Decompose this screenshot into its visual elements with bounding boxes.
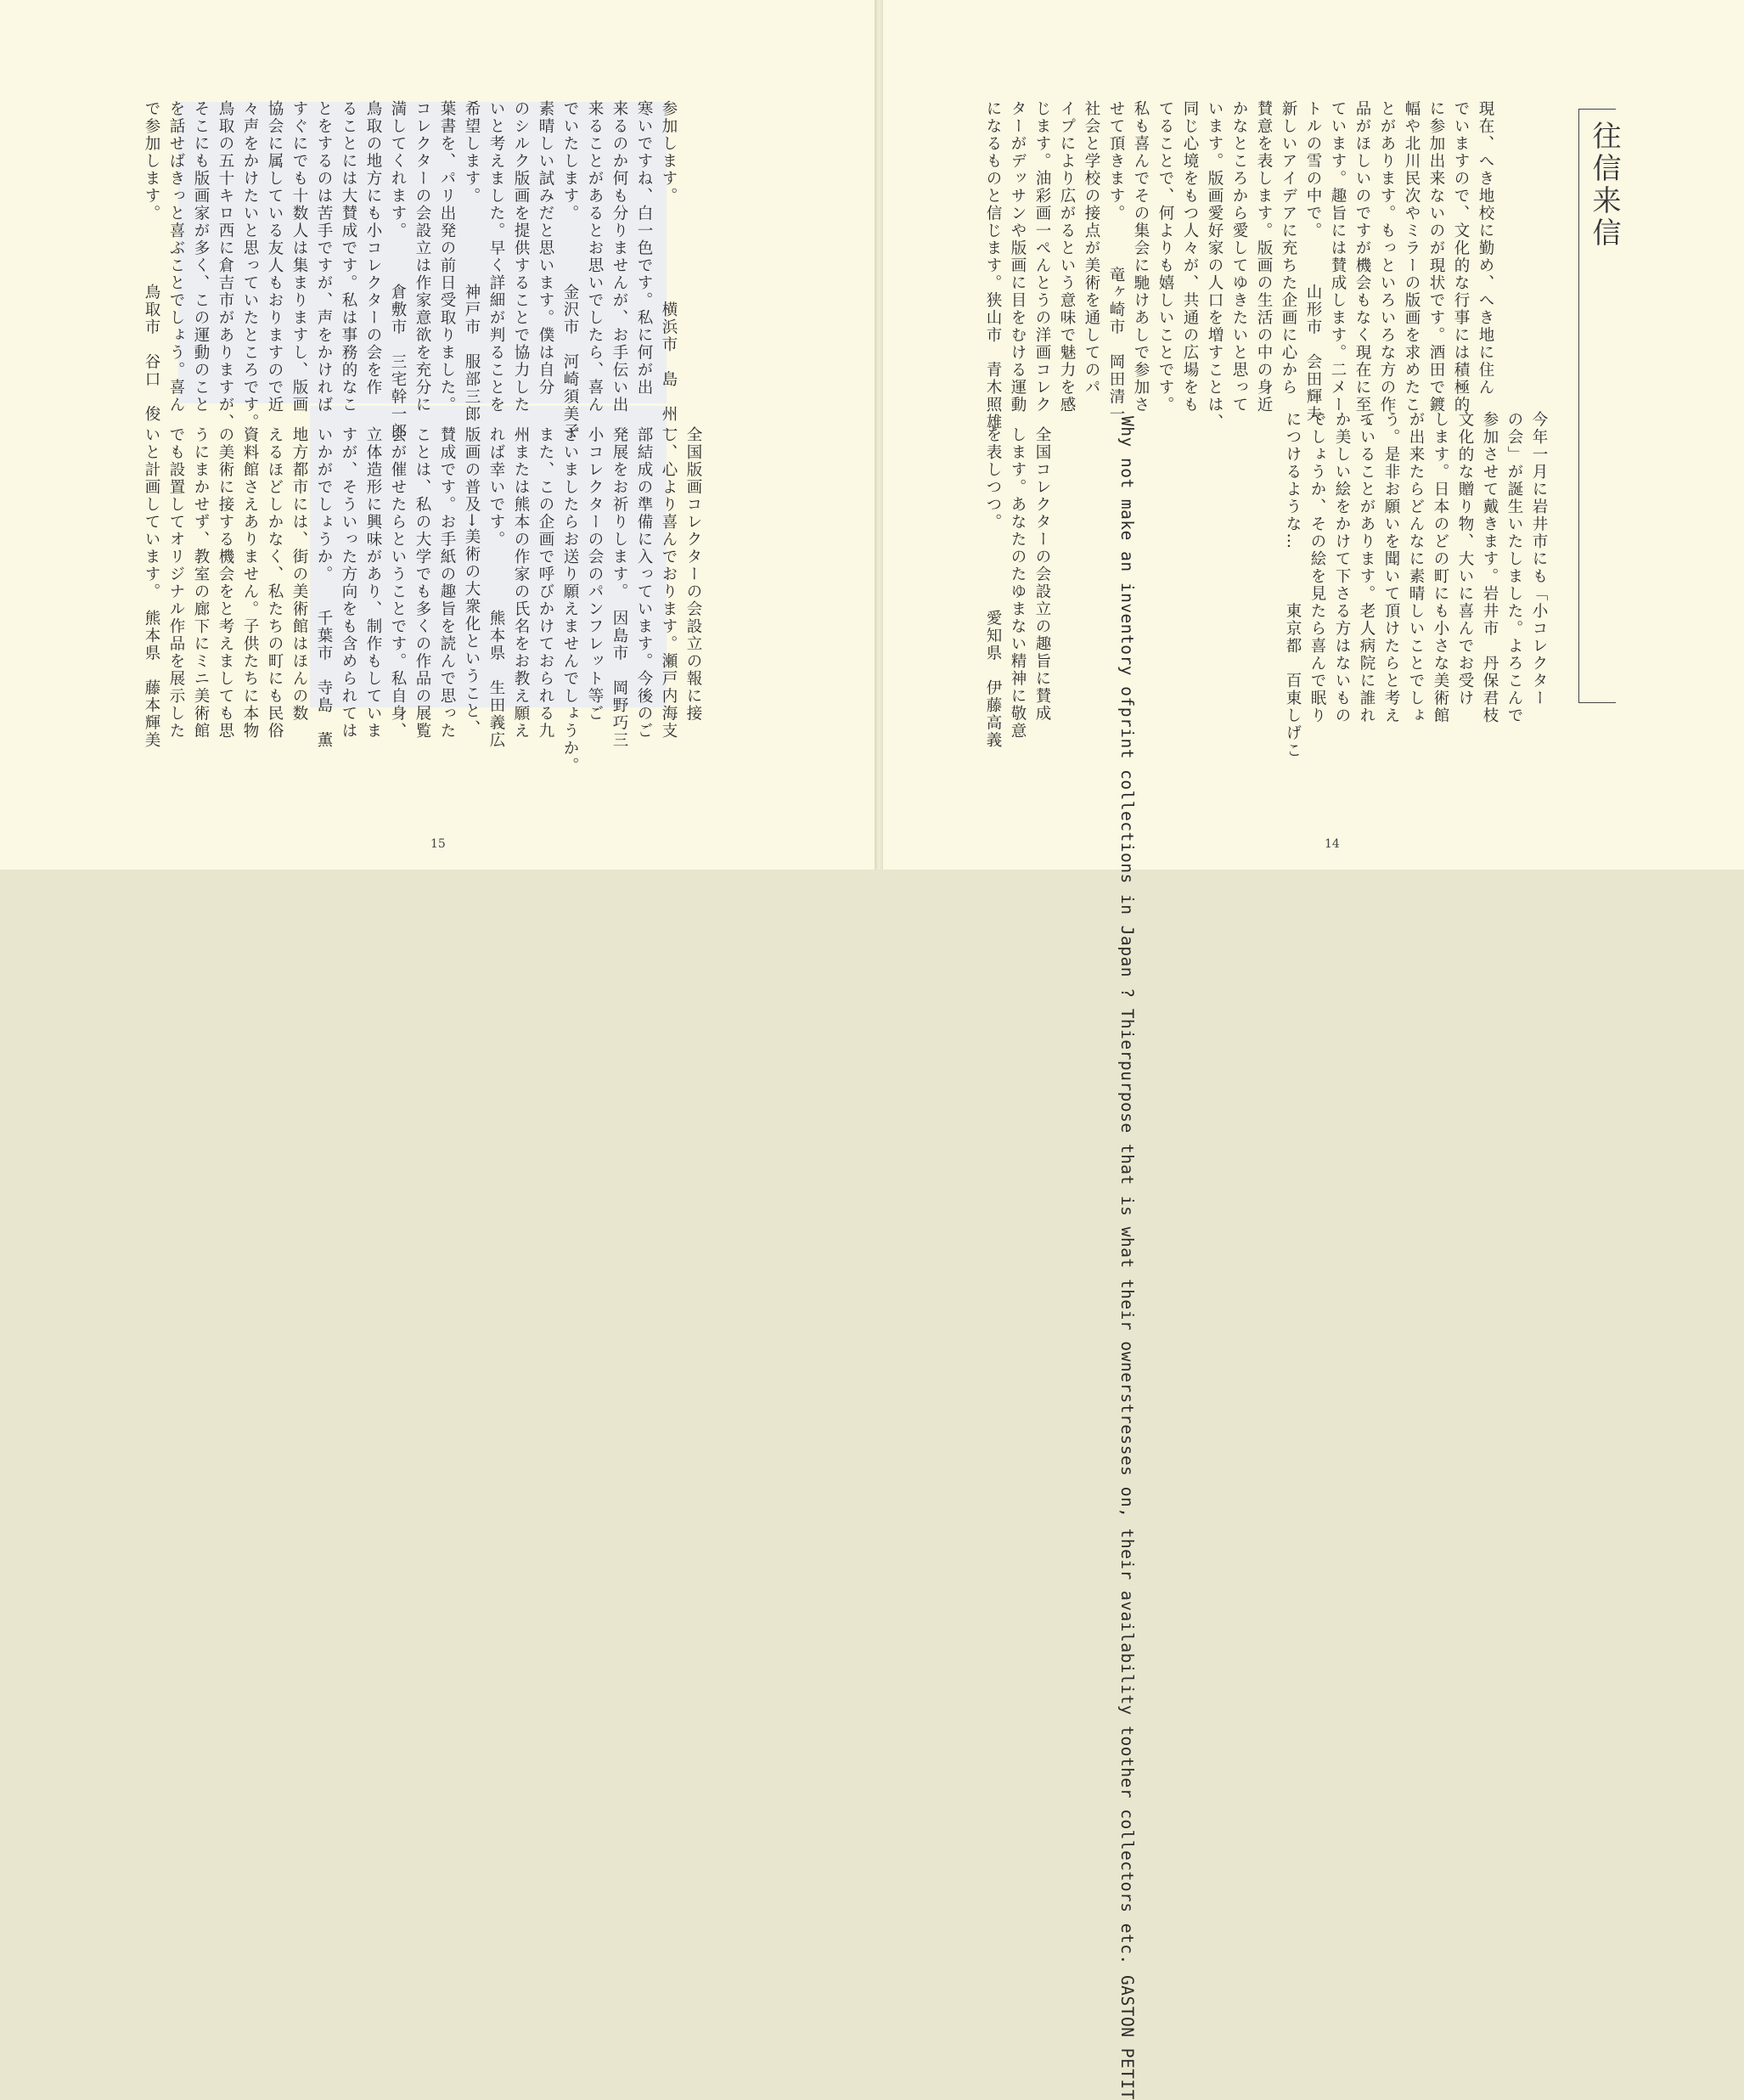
text-line: 品がほしいのですが機会もなく現在に至っ	[1353, 100, 1371, 431]
text-line: になるものと信じます。狭山市 青木照雄	[984, 100, 1002, 431]
text-line: 州または熊本の作家の氏名をお教え願え	[512, 426, 530, 740]
text-line: 素晴しい試みだと思います。僕は自分	[537, 100, 554, 397]
text-line: てることで、何よりも嬉しいことです。	[1156, 100, 1174, 414]
text-line: ざいましたらお送り願えませんでしょうか。	[561, 426, 579, 774]
right-page-upper-column	[981, 100, 1498, 431]
section-title: 往信来信	[1587, 121, 1621, 250]
text-line: 新しいアイデアに充ちた企画に心から	[1280, 100, 1297, 397]
text-line: 満してくれます。 倉敷市 三宅幹一郎	[389, 100, 407, 441]
text-line: 賛成です。お手紙の趣旨を読んで思った	[438, 426, 456, 740]
text-line: の会」が誕生いたしました。よろこんで	[1505, 411, 1523, 724]
text-line: 賛意を表します。版画の生活の中の身近	[1255, 100, 1273, 414]
left-page-lower-column	[139, 426, 706, 774]
text-line: 地方都市には、街の美術館はほんの数	[290, 426, 308, 723]
text-line: イプにより広がるという意味で魅力を感	[1058, 100, 1076, 414]
text-line: 参加します。 横浜市 島 州一	[660, 100, 678, 441]
text-line: 今年一月に岩井市にも「小コレクター	[1530, 411, 1548, 707]
text-line: 社会と学校の接点が美術を通してのパ	[1083, 100, 1100, 397]
text-line: 部結成の準備に入っています。今後のご	[635, 426, 653, 740]
text-line: 鳥取の五十キロ西に倉吉市がありますが、	[217, 100, 234, 431]
text-line: のシルク版画を提供することで協力した	[512, 100, 530, 414]
text-line: でしょうか、その絵を見たら喜んで眠り	[1308, 411, 1326, 724]
text-line: とをするのは苦手ですが、声をかければ	[315, 100, 333, 414]
text-line: でいたします。 金沢市 河崎須美子	[561, 100, 579, 441]
text-line: コレクターの会設立は作家意欲を充分に	[413, 100, 431, 414]
text-line: を話せばきっと喜ぶことでしょう。喜ん	[167, 100, 185, 414]
text-line: 協会に属している友人もおりますので近	[266, 100, 284, 414]
text-line: 同じ心境をもつ人々が、共通の広場をも	[1181, 100, 1199, 414]
text-line: せて頂きます。 竜ヶ崎市 岡田清一	[1107, 100, 1125, 424]
text-line: ています。趣旨には賛成します。二メー	[1329, 100, 1347, 414]
text-line: 発展をお祈りします。 因島市 岡野巧三	[610, 426, 628, 750]
text-line: か美しい絵をかけて下さる方はないもの	[1333, 411, 1351, 724]
text-line: の美術に接する機会をと考えましても思	[217, 426, 234, 740]
text-line: でも設置してオリジナル作品を展示した	[167, 426, 185, 740]
text-line: purpose that is what their owner	[1117, 1060, 1137, 1393]
text-line: かなところから愛してゆきたいと思って	[1230, 100, 1248, 414]
text-line: 々声をかけたいと思っていたところです。	[241, 100, 259, 431]
right-page-bottom-column	[981, 426, 1055, 749]
english-letter-text	[1114, 416, 1140, 2100]
page-number-left: 15	[430, 837, 446, 851]
left-page	[0, 0, 876, 870]
text-line: ターがデッサンや版画に目をむける運動	[1009, 100, 1027, 414]
text-line: 来るのか何も分りませんが、お手伝い出	[610, 100, 628, 414]
text-line: 来ることがあるとお思いでしたら、喜ん	[586, 100, 604, 414]
text-line: で参加します。 鳥取市 谷口 俊	[143, 100, 160, 424]
right-page-lower-column	[1280, 411, 1551, 759]
text-line: ていることがあります。老人病院に誰れ	[1358, 411, 1376, 724]
text-line: 私も喜んでその集会に馳けあしで参加さ	[1132, 100, 1150, 414]
text-line: します。あなたのたゆまない精神に敬意	[1009, 426, 1027, 740]
text-line: 鳥取の地方にも小コレクターの会を作	[364, 100, 382, 397]
text-line: 現在、へき地校に勤め、へき地に住ん	[1477, 100, 1494, 397]
text-line: 資料館さえありません。子供たちに本物	[241, 426, 259, 740]
left-page-upper-column	[139, 100, 681, 441]
text-line: し、心より喜んでおります。瀬戸内海支	[660, 426, 678, 740]
text-line: う。是非お願いを聞いて頂けたらと考え	[1382, 411, 1400, 724]
text-line: 参加させて戴きます。岩井市 丹保君枝	[1481, 411, 1499, 724]
text-line: につけるような… 東京都 百東しげこ	[1284, 411, 1302, 759]
text-line: 立体造形に興味があり、制作もしていま	[364, 426, 382, 740]
text-line: いと計画しています。 熊本県 藤本輝美	[143, 426, 160, 750]
text-line: うにまかせず、教室の廊下にミニ美術館	[192, 426, 210, 740]
text-line: いかがでしょうか。 千葉市 寺島 薫	[315, 426, 333, 750]
text-line: ことは、私の大学でも多くの作品の展覧	[413, 426, 431, 740]
text-line: 葉書を、パリ出発の前日受取りました。	[438, 100, 456, 414]
text-line: いと考えました。早く詳細が判ることを	[487, 100, 505, 414]
text-line: stresses on, their availability to	[1117, 1393, 1137, 1747]
text-line: 寒いですね、白一色です。私に何が出	[635, 100, 653, 397]
text-line: print collections in Japan ? Thier	[1117, 707, 1137, 1061]
text-line: すが、そういった方向をも含められては	[340, 426, 357, 740]
text-line: でいますので、文化的な行事には積極的	[1452, 100, 1470, 414]
text-line: また、この企画で呼びかけておられる九	[537, 426, 554, 740]
text-line: 版画の普及→美術の大衆化ということ、	[463, 426, 481, 738]
text-line: 幅や北川民次やミラーの版画を求めたこ	[1403, 100, 1421, 414]
text-line: すぐにでも十数人は集まりますし、版画	[290, 100, 308, 414]
text-line: 会が催せたらということです。私自身、	[389, 426, 407, 740]
text-line: そこにも版画家が多く、この運動のこと	[192, 100, 210, 414]
text-line: 文化的な贈り物、大いに喜んでお受け	[1456, 411, 1474, 707]
text-line: じます。油彩画一ぺんとうの洋画コレク	[1033, 100, 1051, 414]
text-line: トルの雪の中で。 山形市 会田輝夫	[1304, 100, 1322, 424]
text-line: other collectors etc. GASTON PETIT	[1117, 1746, 1137, 2100]
text-line: 全国コレクターの会設立の趣旨に賛成	[1033, 426, 1051, 723]
text-line: します。日本のどの町にも小さな美術館	[1432, 411, 1449, 724]
text-line: Why not make an inventory of	[1117, 416, 1137, 707]
text-line: 希望します。 神戸市 服部三郎	[463, 100, 481, 424]
text-line: ることには大賛成です。私は事務的なこ	[340, 100, 357, 414]
text-line: が出来たらどんなに素晴しいことでしょ	[1407, 411, 1425, 724]
page-number-right: 14	[1325, 837, 1340, 851]
text-line: えるほどしかなく、私たちの町にも民俗	[266, 426, 284, 740]
text-line: を表しつつ。 愛知県 伊藤高義	[984, 426, 1002, 750]
text-line: います。版画愛好家の人口を増すことは、	[1206, 100, 1224, 431]
text-line: に参加出来ないのが現状です。酒田で鍍	[1427, 100, 1445, 414]
text-line: れば幸いです。 熊本県 生田義広	[487, 426, 505, 750]
text-line: 小コレクターの会のパンフレット等ご	[586, 426, 604, 723]
text-line: とがあります。もっといろいろな方の作	[1378, 100, 1396, 414]
text-line: 全国版画コレクターの会設立の報に接	[684, 426, 702, 723]
